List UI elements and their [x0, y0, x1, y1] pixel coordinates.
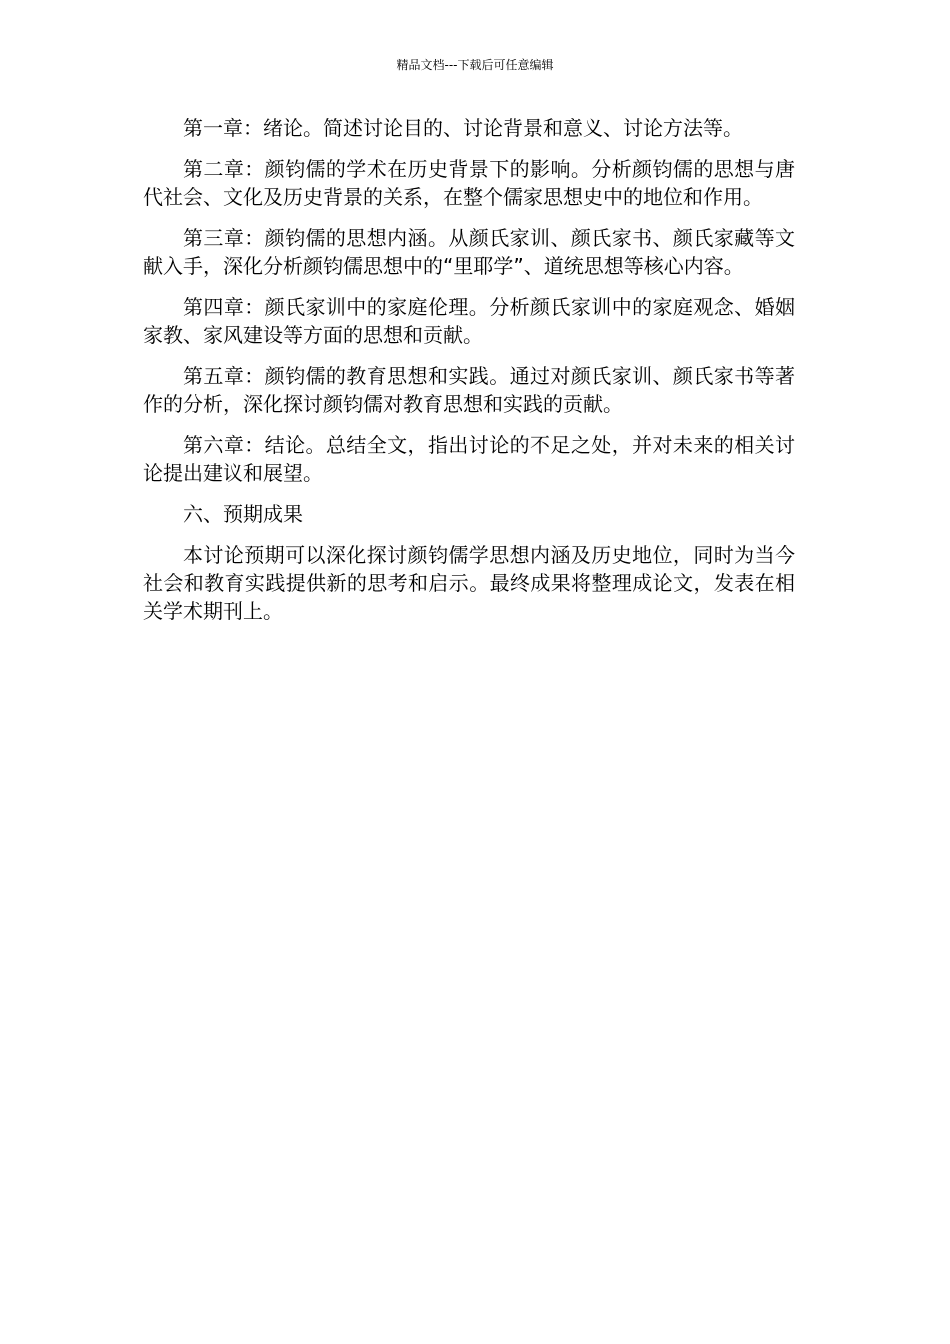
chapter-6-paragraph: 第六章：结论。总结全文，指出讨论的不足之处，并对未来的相关讨论提出建议和展望。	[143, 433, 795, 485]
expected-results-paragraph: 本讨论预期可以深化探讨颜钧儒学思想内涵及历史地位，同时为当今社会和教育实践提供新的思考和启示。最终成果将整理成论文，发表在相关学术期刊上。	[143, 543, 795, 623]
document-body	[143, 114, 795, 638]
page-header: 精品文档---下载后可任意编辑	[396, 58, 554, 72]
chapter-5-paragraph: 第五章：颜钧儒的教育思想和实践。通过对颜氏家训、颜氏家书等著作的分析，深化探讨颜钧儒对教育思想和实践的贡献。	[143, 364, 795, 416]
chapter-4-paragraph: 第四章：颜氏家训中的家庭伦理。分析颜氏家训中的家庭观念、婚姻家教、家风建设等方面的思想和贡献。	[143, 295, 795, 347]
chapter-1-paragraph: 第一章：绪论。简述讨论目的、讨论背景和意义、讨论方法等。	[183, 116, 743, 140]
chapter-3-paragraph: 第三章：颜钧儒的思想内涵。从颜氏家训、颜氏家书、颜氏家藏等文献入手，深化分析颜钧儒思想中的“里耶学”、道统思想等核心内容。	[143, 226, 795, 278]
chapter-2-paragraph: 第二章：颜钧儒的学术在历史背景下的影响。分析颜钧儒的思想与唐代社会、文化及历史背景的关系，在整个儒家思想史中的地位和作用。	[143, 157, 795, 209]
section-heading-expected-results: 六、预期成果	[183, 502, 303, 526]
